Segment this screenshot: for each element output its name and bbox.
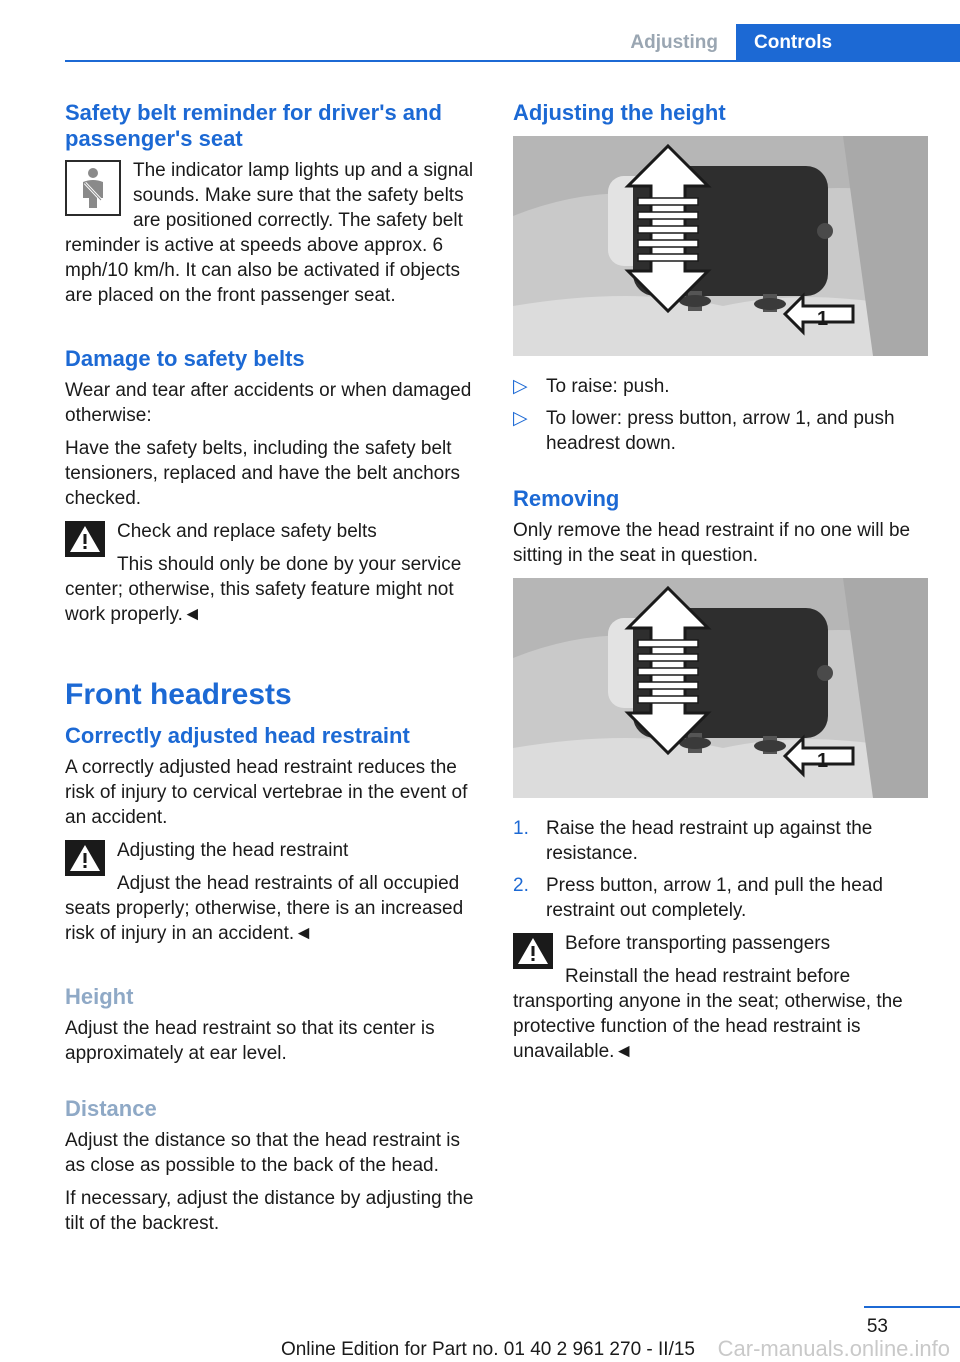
seatbelt-icon bbox=[65, 160, 121, 216]
tab-controls[interactable]: Controls bbox=[736, 24, 960, 61]
right-column bbox=[513, 100, 928, 1072]
watermark: Car-manuals.online.info bbox=[717, 1336, 950, 1361]
warning-title-transport: Before transporting passengers bbox=[565, 933, 831, 954]
remove-steps-list bbox=[513, 816, 928, 923]
damage-text-2: Have the safety belts, including the safety belt tensioners, replaced and have the belt anchors checked. bbox=[65, 438, 461, 509]
distance-text-1: Adjust the distance so that the head restraint is as close as possible to the back of the head. bbox=[65, 1130, 461, 1176]
warning-block-transport bbox=[513, 931, 928, 1072]
headrest-remove-photo bbox=[513, 578, 928, 798]
belt-reminder-block bbox=[65, 158, 480, 316]
height-text: Adjust the head restraint so that its center is approximately at ear level. bbox=[65, 1018, 435, 1064]
removing-heading: Removing bbox=[513, 486, 620, 511]
distance-heading: Distance bbox=[65, 1096, 157, 1121]
correct-restraint-text: A correctly adjusted head restraint reduces the risk of injury to cervical vertebrae in the event of an accident. bbox=[65, 757, 468, 828]
belt-reminder-heading: Safety belt reminder for driver's and passenger's seat bbox=[65, 100, 442, 151]
warning-block-belts bbox=[65, 519, 480, 635]
distance-text-2: If necessary, adjust the distance by adjusting the tilt of the backrest. bbox=[65, 1188, 474, 1234]
triangle-bullet-icon: ▷ bbox=[513, 376, 528, 397]
page-number: 53 bbox=[866, 1316, 888, 1337]
headrest-height-photo bbox=[513, 136, 928, 356]
damage-text-1: Wear and tear after accidents or when damaged otherwise: bbox=[65, 380, 472, 426]
height-heading: Height bbox=[65, 984, 134, 1009]
list-item bbox=[513, 406, 928, 456]
damage-heading: Damage to safety belts bbox=[65, 346, 305, 371]
list-item-text: Press button, arrow 1, and pull the head restraint out completely. bbox=[546, 875, 883, 921]
figure-callout: 1 bbox=[817, 308, 829, 330]
list-item-text: Raise the head restraint up against the resistance. bbox=[546, 818, 873, 864]
step-number: 1. bbox=[513, 818, 529, 839]
figure-callout: 1 bbox=[817, 750, 829, 772]
list-item bbox=[513, 816, 928, 866]
triangle-bullet-icon: ▷ bbox=[513, 408, 528, 429]
list-item bbox=[513, 374, 928, 399]
belt-reminder-text: The indicator lamp lights up and a signal sounds. Make sure that the safety belts are positioned correctly. The safety belt reminder is active at speeds above approx. 6 mph/10 km/h. It can also be activated if objects are placed on the front passenger seat. bbox=[65, 160, 474, 306]
warning-text-adjust: Adjust the head restraints of all occupied seats properly; otherwise, there is an increased risk of injury in an accident.◄ bbox=[65, 873, 464, 944]
correct-restraint-heading: Correctly adjusted head restraint bbox=[65, 723, 410, 748]
list-item-text: To raise: push. bbox=[546, 376, 670, 397]
warning-icon bbox=[65, 840, 105, 876]
warning-block-adjust bbox=[65, 838, 480, 954]
adjusting-height-heading: Adjusting the height bbox=[513, 100, 726, 125]
footer-line bbox=[864, 1306, 960, 1308]
edition-text: Online Edition for Part no. 01 40 2 961 270 - II/15 bbox=[280, 1339, 695, 1360]
warning-icon bbox=[513, 933, 553, 969]
list-item bbox=[513, 873, 928, 923]
list-item-text: To lower: press button, arrow 1, and push headrest down. bbox=[546, 408, 895, 454]
adjust-steps-list bbox=[513, 374, 928, 456]
warning-title-adjust: Adjusting the head restraint bbox=[117, 840, 349, 861]
warning-icon bbox=[65, 521, 105, 557]
step-number: 2. bbox=[513, 875, 529, 896]
removing-text: Only remove the head restraint if no one will be sitting in the seat in question. bbox=[513, 520, 911, 566]
warning-title-belts: Check and replace safety belts bbox=[117, 521, 377, 542]
warning-text-transport: Reinstall the head restraint before transporting anyone in the seat; otherwise, the protective function of the head restraint is unavailable.◄ bbox=[513, 966, 903, 1062]
front-headrests-heading: Front headrests bbox=[65, 678, 292, 711]
warning-text-belts: This should only be done by your service center; otherwise, this safety feature might not work properly.◄ bbox=[65, 554, 462, 625]
left-column bbox=[65, 100, 480, 1244]
tab-adjusting[interactable]: Adjusting bbox=[630, 32, 718, 53]
